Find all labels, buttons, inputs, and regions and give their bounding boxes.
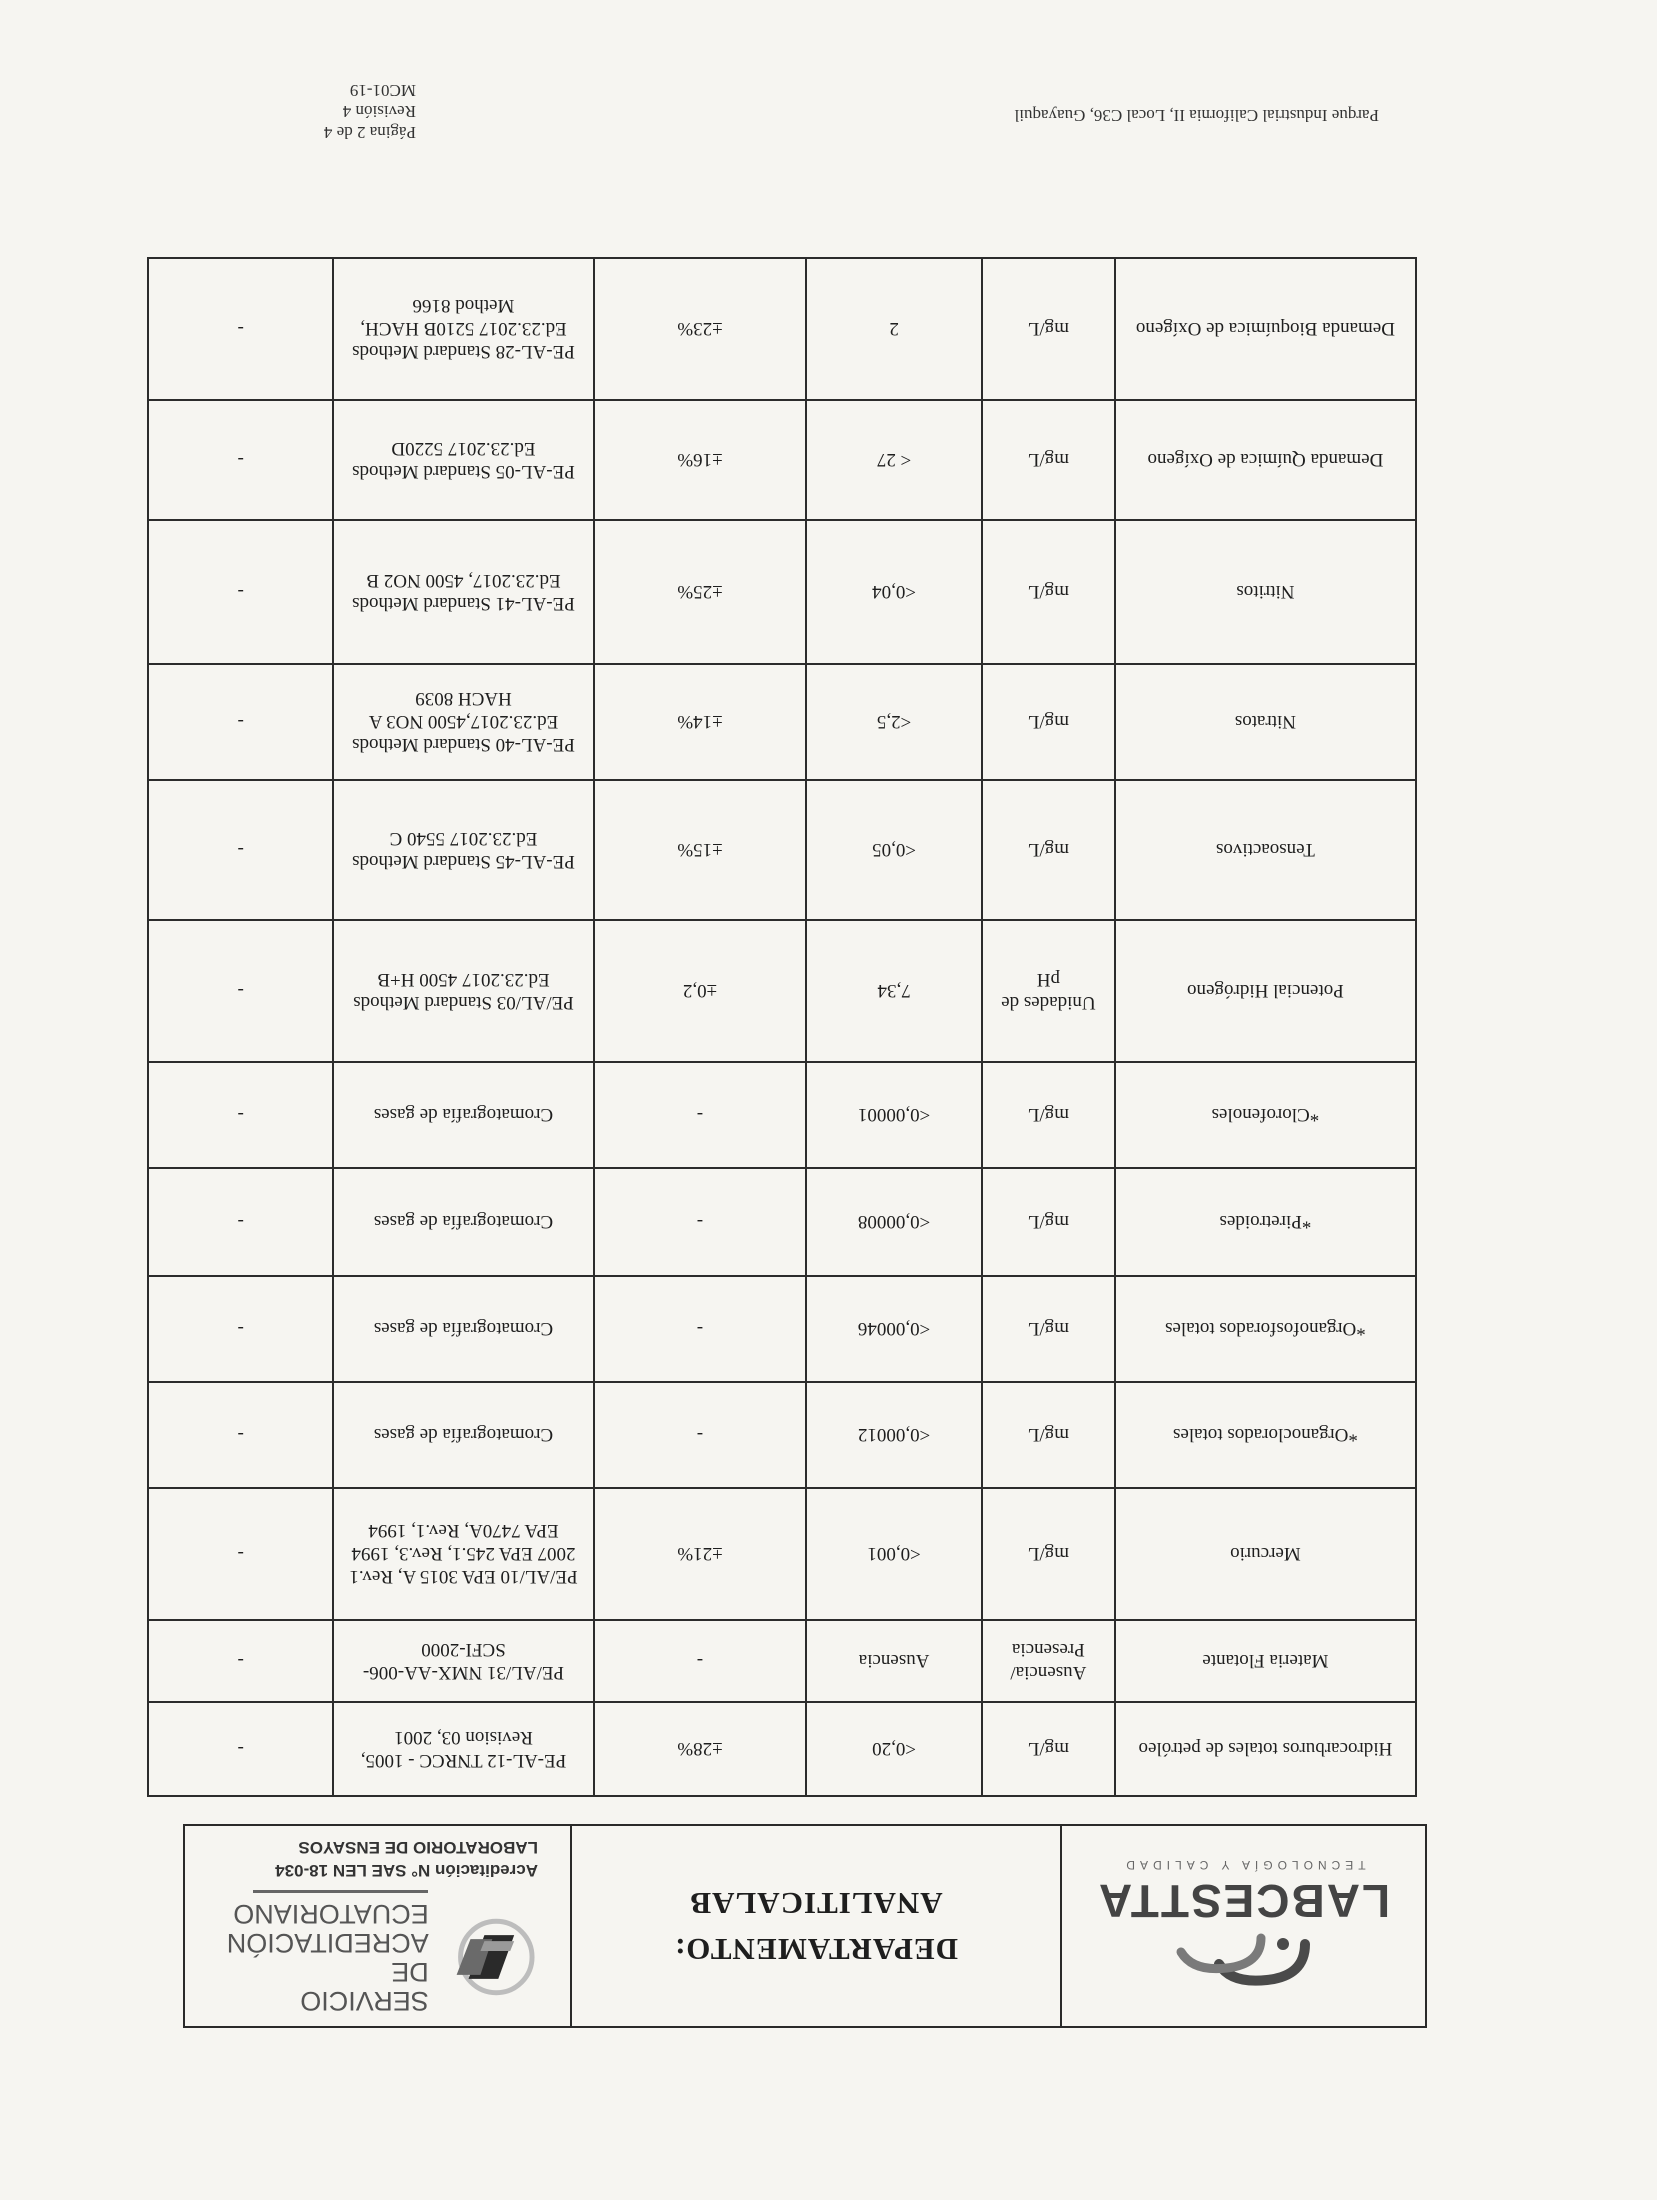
accreditation-org-line1: SERVICIO (300, 1986, 429, 2017)
unit-cell: mg/L (982, 1488, 1115, 1620)
unit-cell: mg/L (982, 664, 1115, 780)
footer-page-info (324, 80, 416, 143)
parameter-cell: Mercurio (1115, 1488, 1416, 1620)
extra-cell: - (148, 400, 333, 520)
result-cell: <0,001 (806, 1488, 982, 1620)
method-cell: PE-AL-05 Standard Methods Ed.23.2017 5220D (333, 400, 593, 520)
uncertainty-cell: - (594, 1382, 807, 1488)
result-cell: <0,00012 (806, 1382, 982, 1488)
table-row (148, 920, 1416, 1062)
method-cell: PE-AL-12 TNRCC - 1005, Revision 03, 2001 (333, 1702, 593, 1796)
extra-cell: - (148, 520, 333, 664)
company-name: LABCESTTA (1096, 1875, 1391, 1927)
uncertainty-cell: ±28% (594, 1702, 807, 1796)
uncertainty-cell: ±16% (594, 400, 807, 520)
sae-seal-icon (439, 1916, 538, 2000)
unit-cell: mg/L (982, 1168, 1115, 1276)
extra-cell: - (148, 1702, 333, 1796)
method-cell: PE-AL-45 Standard Methods Ed.23.2017 5540 C (333, 780, 593, 920)
parameter-cell: *Organoclorados totales (1115, 1382, 1416, 1488)
revision-number: Revisión 4 (342, 102, 416, 121)
table-row (148, 1168, 1416, 1276)
method-cell: PE/AL/31 NMX-AA-006-SCFI-2000 (333, 1620, 593, 1702)
unit-cell: Unidades de pH (982, 920, 1115, 1062)
result-cell: <0,05 (806, 780, 982, 920)
extra-cell: - (148, 664, 333, 780)
table-row (148, 1062, 1416, 1168)
accreditation-number: Acreditación N° SAE LEN 18-034 (275, 1861, 538, 1881)
parameter-cell: Materia Flotante (1115, 1620, 1416, 1702)
table-row (148, 664, 1416, 780)
extra-cell: - (148, 1276, 333, 1382)
uncertainty-cell: ±21% (594, 1488, 807, 1620)
footer-address: Parque Industrial California II, Local C36, Guayaquil (1014, 106, 1379, 125)
method-cell: Cromatografía de gases (333, 1276, 593, 1382)
parameter-cell: Potencial Hidrógeno (1115, 920, 1416, 1062)
table-row (148, 1620, 1416, 1702)
parameter-cell: *Organofosforados totales (1115, 1276, 1416, 1382)
method-cell: PE-AL-41 Standard Methods Ed.23.2017, 4500 NO2 B (333, 520, 593, 664)
labcestta-logo-icon (1164, 1930, 1324, 1994)
uncertainty-cell: ±15% (594, 780, 807, 920)
parameter-cell: Demanda Bioquímica de Oxígeno (1115, 258, 1416, 400)
extra-cell: - (148, 1620, 333, 1702)
accreditation-block (185, 1826, 570, 2026)
result-cell: <2,5 (806, 664, 982, 780)
uncertainty-cell: ±14% (594, 664, 807, 780)
department-title (570, 1826, 1060, 2026)
unit-cell: mg/L (982, 258, 1115, 400)
method-cell: Cromatografía de gases (333, 1382, 593, 1488)
result-cell: <0,00046 (806, 1276, 982, 1382)
accreditation-org-line2: DE ACREDITACIÓN (226, 1928, 429, 1988)
result-cell: <0,20 (806, 1702, 982, 1796)
document-code: MC01-19 (349, 81, 416, 100)
method-cell: PE/AL/10 EPA 3015 A, Rev.1 2007 EPA 245.1, Rev.3, 1994 EPA 7470A, Rev.1, 1994 (333, 1488, 593, 1620)
unit-cell: Ausencia/ Presencia (982, 1620, 1115, 1702)
table-row (148, 520, 1416, 664)
unit-cell: mg/L (982, 400, 1115, 520)
parameter-cell: *Clorofenoles (1115, 1062, 1416, 1168)
result-cell: 7,34 (806, 920, 982, 1062)
report-header (183, 1824, 1427, 2028)
result-cell: <0,00008 (806, 1168, 982, 1276)
company-logo-block (1060, 1826, 1425, 2026)
extra-cell: - (148, 780, 333, 920)
extra-cell: - (148, 1488, 333, 1620)
parameter-cell: Demanda Química de Oxígeno (1115, 400, 1416, 520)
extra-cell: - (148, 1062, 333, 1168)
table-row (148, 1702, 1416, 1796)
parameter-cell: Tensoactivos (1115, 780, 1416, 920)
parameter-cell: *Piretroides (1115, 1168, 1416, 1276)
method-cell: PE/AL/03 Standard Methods Ed.23.2017 4500 H+B (333, 920, 593, 1062)
method-cell: PE-AL-28 Standard Methods Ed.23.2017 5210B HACH, Method 8166 (333, 258, 593, 400)
table-row (148, 780, 1416, 920)
uncertainty-cell: - (594, 1062, 807, 1168)
department-label: DEPARTAMENTO: (673, 1932, 959, 1967)
extra-cell: - (148, 920, 333, 1062)
table-row (148, 400, 1416, 520)
accreditation-lab-type: LABORATORIO DE ENSAYOS (298, 1838, 538, 1858)
unit-cell: mg/L (982, 1276, 1115, 1382)
result-cell: <0,00001 (806, 1062, 982, 1168)
uncertainty-cell: - (594, 1620, 807, 1702)
table-row (148, 1488, 1416, 1620)
extra-cell: - (148, 258, 333, 400)
extra-cell: - (148, 1168, 333, 1276)
result-cell: 2 (806, 258, 982, 400)
result-cell: < 27 (806, 400, 982, 520)
uncertainty-cell: ±23% (594, 258, 807, 400)
unit-cell: mg/L (982, 780, 1115, 920)
result-cell: Ausencia (806, 1620, 982, 1702)
table-row (148, 1382, 1416, 1488)
unit-cell: mg/L (982, 1382, 1115, 1488)
parameter-cell: Hidrocarburos totales de petróleo (1115, 1702, 1416, 1796)
accreditation-divider (253, 1891, 428, 1894)
results-table (147, 257, 1417, 1797)
accreditation-mark-row (185, 1900, 538, 2016)
department-name: ANALITICALAB (689, 1886, 943, 1921)
accreditation-org-line3: ECUATORIANO (233, 1899, 429, 1930)
extra-cell: - (148, 1382, 333, 1488)
table-row (148, 1276, 1416, 1382)
parameter-cell: Nitratos (1115, 664, 1416, 780)
page-number: Página 2 de 4 (323, 123, 416, 142)
unit-cell: mg/L (982, 1062, 1115, 1168)
method-cell: PE-AL-40 Standard Methods Ed.23.2017,4500 NO3 A HACH 8039 (333, 664, 593, 780)
unit-cell: mg/L (982, 1702, 1115, 1796)
unit-cell: mg/L (982, 520, 1115, 664)
uncertainty-cell: ±0,2 (594, 920, 807, 1062)
result-cell: <0,04 (806, 520, 982, 664)
method-cell: Cromatografía de gases (333, 1168, 593, 1276)
uncertainty-cell: ±25% (594, 520, 807, 664)
company-tagline: TECNOLOGÍA Y CALIDAD (1121, 1858, 1366, 1872)
uncertainty-cell: - (594, 1276, 807, 1382)
method-cell: Cromatografía de gases (333, 1062, 593, 1168)
uncertainty-cell: - (594, 1168, 807, 1276)
table-row (148, 258, 1416, 400)
accreditation-org-name (185, 1900, 429, 2016)
parameter-cell: Nitritos (1115, 520, 1416, 664)
